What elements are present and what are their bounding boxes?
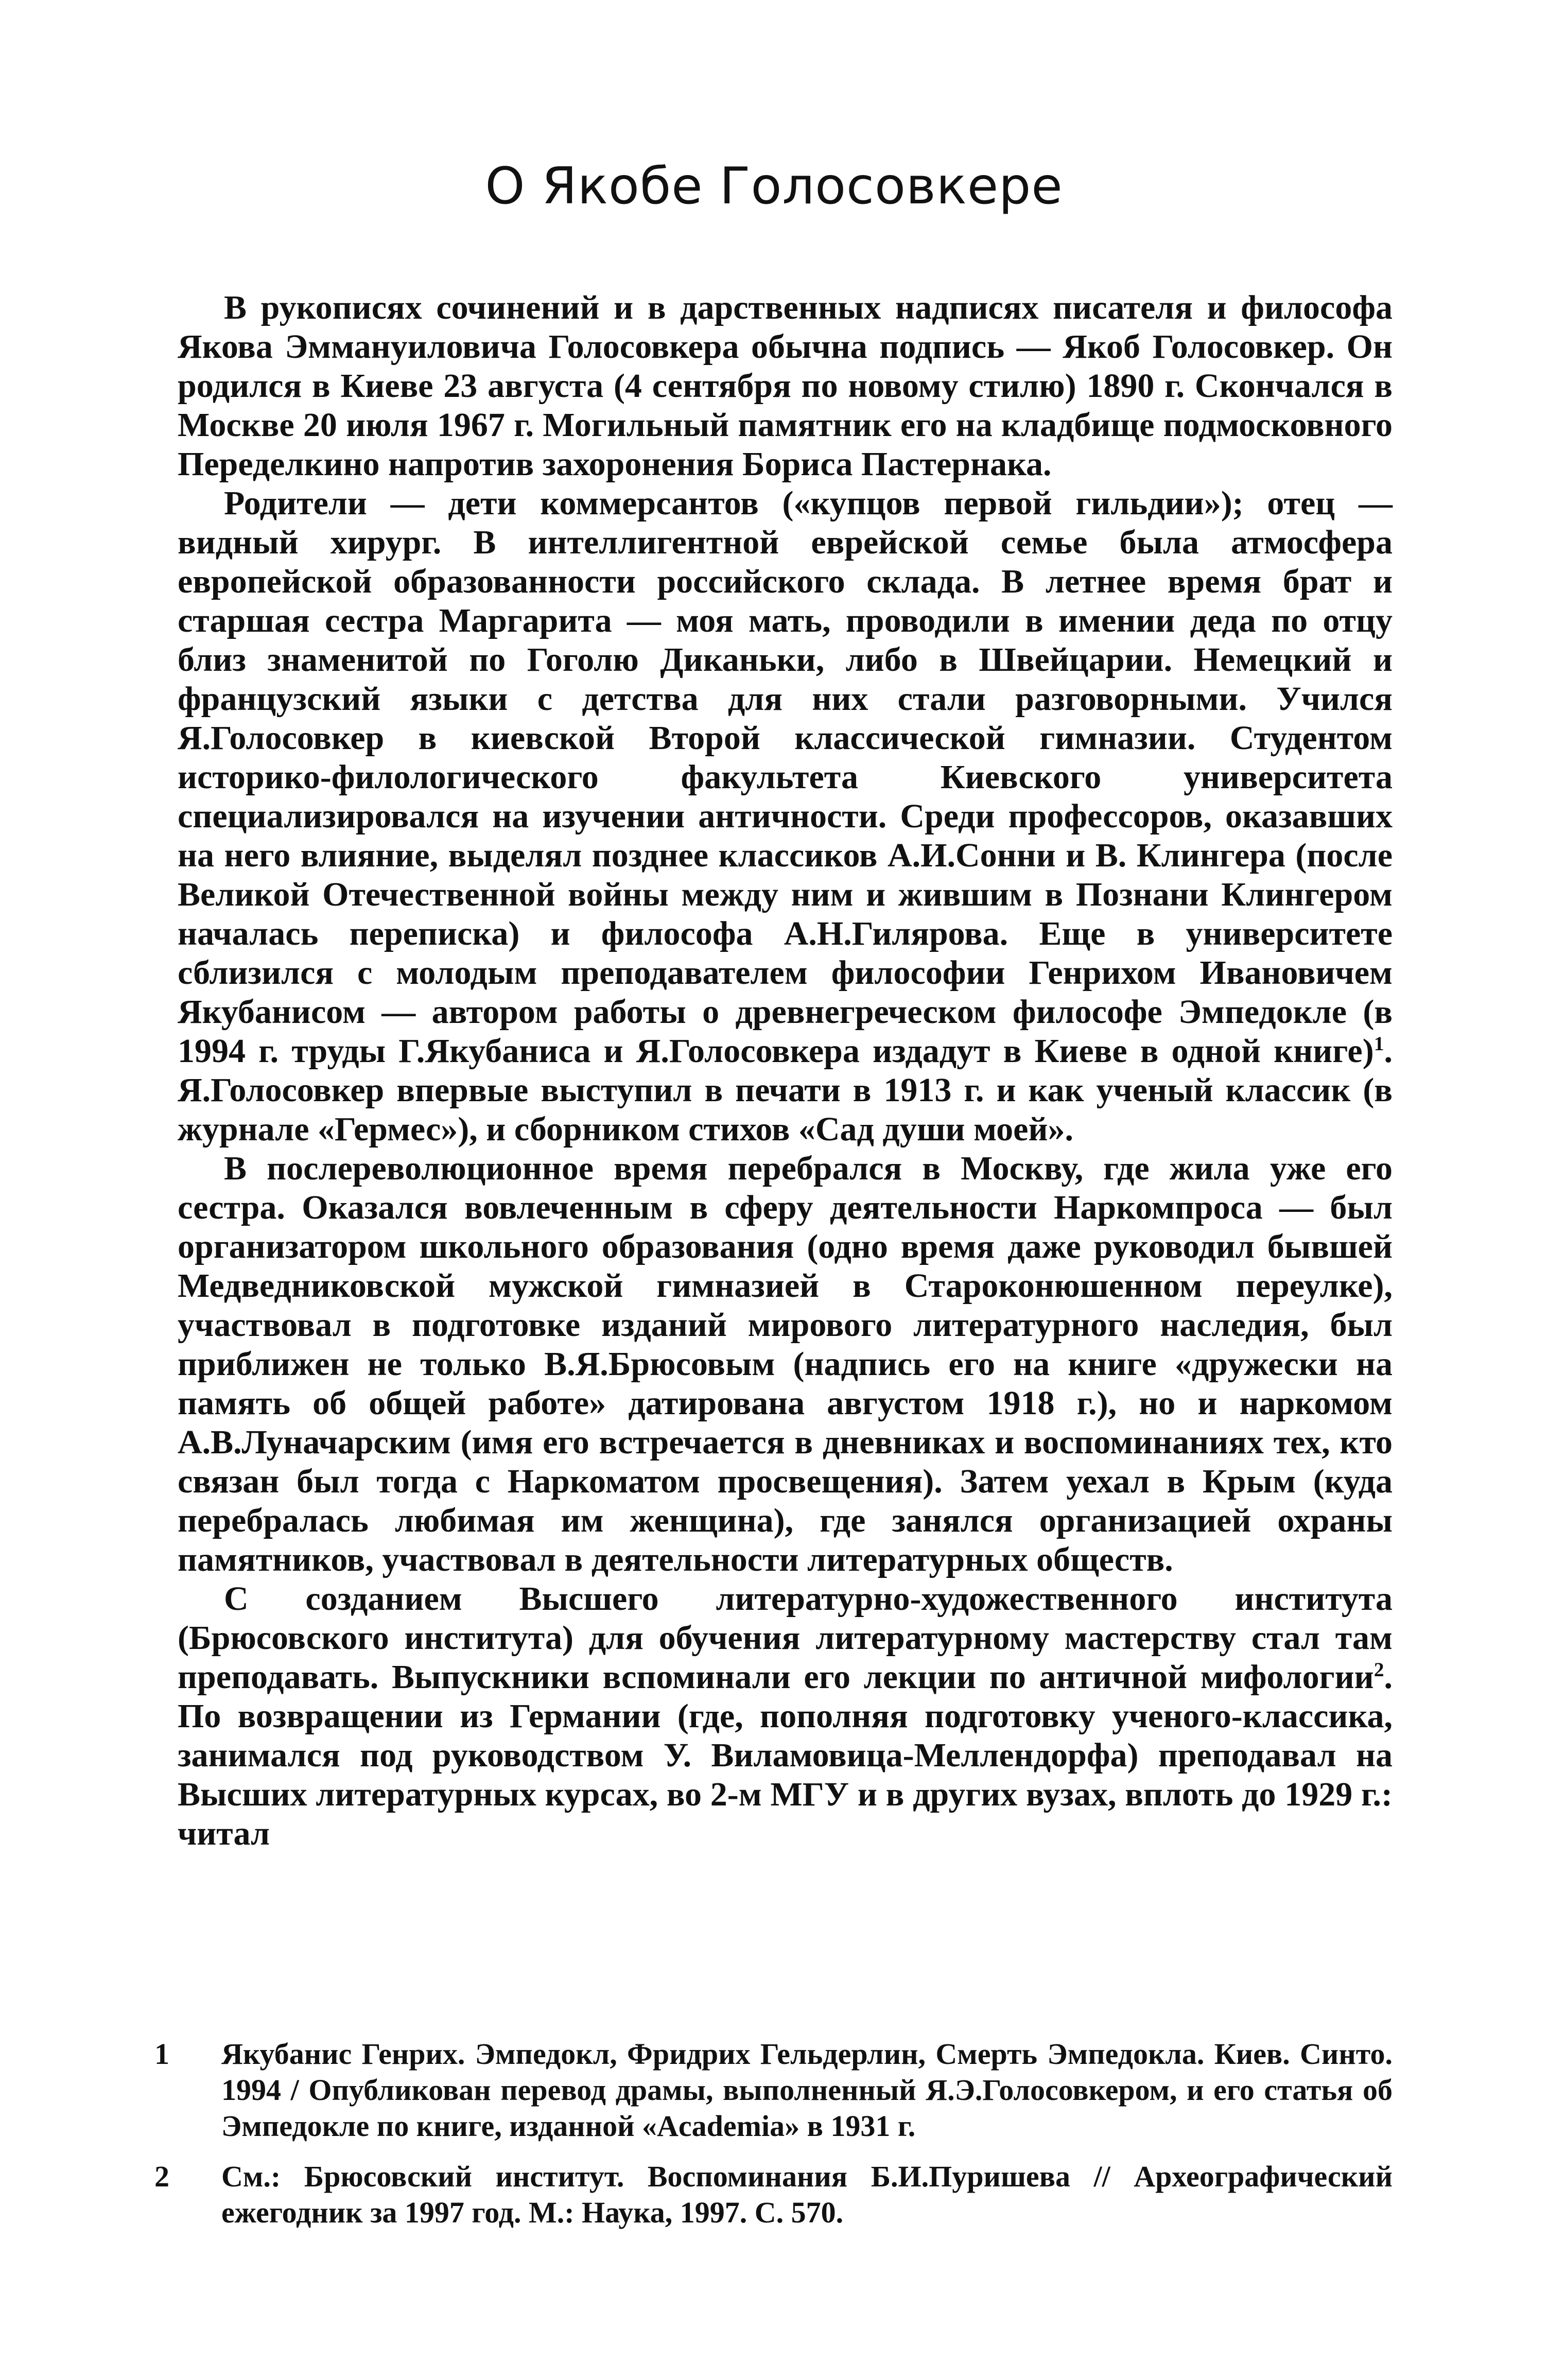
main-text xyxy=(178,288,1393,1853)
footnote-number: 1 xyxy=(154,2037,169,2071)
footnote-ref-1[interactable]: 1 xyxy=(1373,1032,1384,1055)
footnote-text: См.: Брюсовский институт. Воспоминания Б.И.Пуришева // Археографический ежегодник за 1997 год. М.: Наука, 1997. С. 570. xyxy=(221,2160,1393,2229)
footnote-ref-2[interactable]: 2 xyxy=(1373,1658,1384,1681)
paragraph-institute-text-end: . По возвращении из Германии (где, пополняя подготовку ученого-классика, занимался под руководством У. Виламовица-Меллендорфа) преподавал на Высших литературных курсах, во 2-м МГУ и в других вузах, вплоть до 1929 г.: читал xyxy=(178,1658,1393,1852)
footnote-item xyxy=(154,2036,1393,2144)
paragraph-moscow: В послереволюционное время перебрался в Москву, где жила уже его сестра. Оказался вовлеченным в сферу деятельности Наркомпроса — был организатором школьного образования (одно время даже руководил бывшей Медведниковской мужской гимназией в Староконюшенном переулке), участвовал в подготовке изданий мирового литературного наследия, был приближен не только В.Я.Брюсовым (надпись его на книге «дружески на память об общей работе» датирована августом 1918 г.), но и наркомом А.В.Луначарским (имя его встречается в дневниках и воспоминаниях тех, кто связан был тогда с Наркоматом просвещения). Затем уехал в Крым (куда перебралась любимая им женщина), где занялся организацией охраны памятников, участвовал в деятельности литературных обществ. xyxy=(178,1150,1393,1578)
footnote-item xyxy=(154,2159,1393,2231)
footnote-number: 2 xyxy=(154,2160,169,2193)
footnotes xyxy=(154,2036,1393,2245)
paragraph-institute xyxy=(178,1579,1393,1853)
paragraph-birth: В рукописях сочинений и в дарственных надписях писателя и философа Якова Эммануиловича Голосовкера обычна подпись — Якоб Голосовкер. Он родился в Киеве 23 августа (4 сентября по новому стилю) 1890 г. Скончался в Москве 20 июля 1967 г. Могильный памятник его на кладбище подмосковного Переделкино напротив захоронения Бориса Пастернака. xyxy=(178,289,1393,483)
paragraph-family-text: Родители — дети коммерсантов («купцов первой гильдии»); отец — видный хирург. В интеллигентной еврейской семье была атмосфера европейской образованности российского склада. В летнее время брат и старшая сестра Маргарита — моя мать, проводили в имении деда по отцу близ знаменитой по Гоголю Диканьки, либо в Швейцарии. Немецкий и французский языки с детства для них стали разговорными. Учился Я.Голосовкер в киевской Второй классической гимназии. Студентом историко-филологического факультета Киевского университета специализировался на изучении античности. Среди профессоров, оказавших на него влияние, выделял позднее классиков А.И.Сонни и В. Клингера (после Великой Отечественной войны между ним и жившим в Познани Клингером началась переписка) и философа А.Н.Гилярова. Еще в университете сблизился с молодым преподавателем философии Генрихом Ивановичем Якубанисом — автором работы о древнегреческом философе Эмпедокле (в 1994 г. труды Г.Якубаниса и Я.Голосовкера издадут в Киеве в одной книге) xyxy=(178,484,1393,1070)
paragraph-institute-text: С созданием Высшего литературно-художественного института (Брюсовского института) для обучения литературному мастерству стал там преподавать. Выпускники вспоминали его лекции по античной мифологии xyxy=(178,1580,1393,1696)
footnote-text: Якубанис Генрих. Эмпедокл, Фридрих Гельдерлин, Смерть Эмпедокла. Киев. Синто. 1994 / Опубликован перевод драмы, выполненный Я.Э.Голосовкером, и его статья об Эмпедокле по книге, изданной «Academia» в 1931 г. xyxy=(221,2037,1393,2143)
paragraph-family xyxy=(178,484,1393,1149)
page-title: О Якобе Голосовкере xyxy=(485,157,1063,216)
paragraph-family-text-end: . Я.Голосовкер впервые выступил в печати в 1913 г. и как ученый классик (в журнале «Гермес»), и сборником стихов «Сад души моей». xyxy=(178,1032,1393,1148)
